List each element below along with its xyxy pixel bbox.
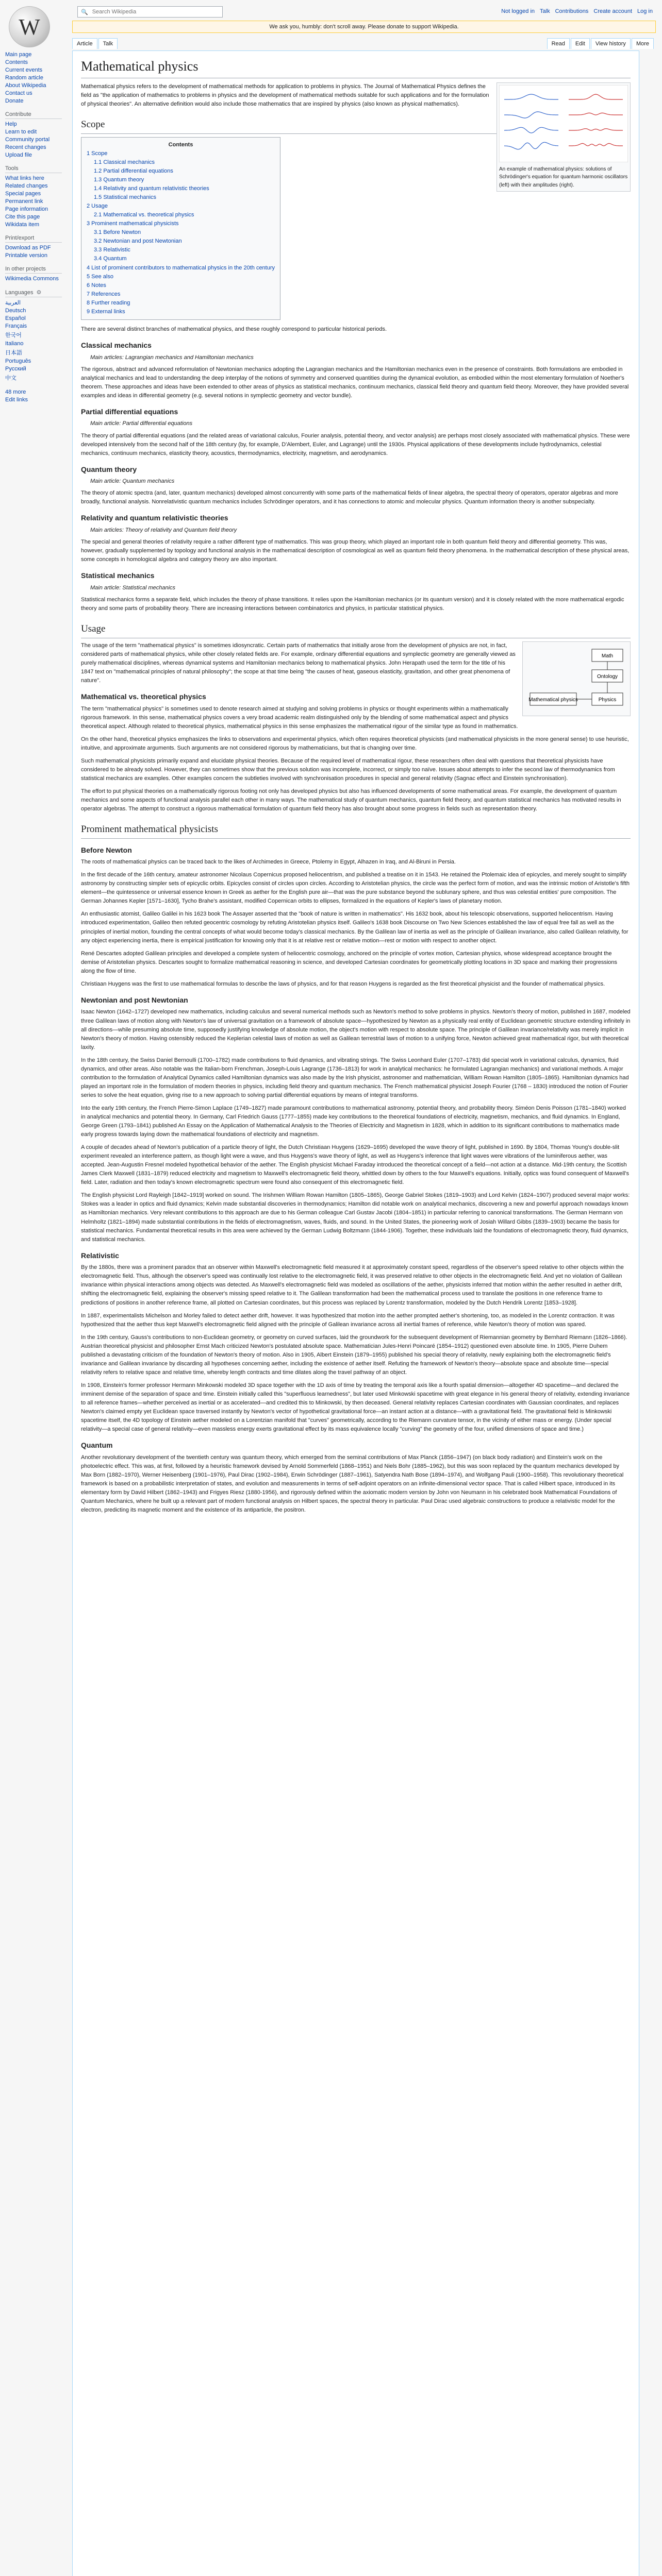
sidebar-item-current-events[interactable]: Current events (5, 67, 43, 73)
sidebar-print (0, 245, 67, 259)
toc-item[interactable]: 5 See also (87, 273, 113, 280)
sidebar-item-download-as-pdf[interactable]: Download as PDF (5, 245, 51, 251)
toc-item[interactable]: 3.3 Relativistic (94, 247, 130, 253)
sidebar-other-heading: In other projects (5, 266, 62, 274)
language-link-2[interactable]: Español (5, 315, 26, 321)
sidebar-item-wikidata-item[interactable]: Wikidata item (5, 222, 40, 228)
hatnote: Main article: Quantum mechanics (90, 478, 175, 485)
paragraph: Another revolutionary development of the twentieth century was quantum theory, which emerged from the seminal contributions of Max Planck (1856–1947) (on black body radiation) and Einstein's work on the photoelectric effect. This was, at first, followed by a heuristic framework devised by Arnold Sommerfeld (1868–1951) and Niels Bohr (1885–1962), but this was soon replaced by the quantum mechanics developed by Max Born (1882–1970), Werner Heisenberg (1901–1976), Paul Dirac (1902–1984), Erwin Schrödinger (1887–1961), Satyendra Nath Bose (1894–1974), and Wolfgang Pauli (1900–1958). This revolutionary theoretical framework is based on a probabilistic interpretation of states, and evolution and measurements in terms of self-adjoint operators on an infinite-dimensional vector space. That is called Hilbert space, introduced in its elementary form by David Hilbert (1862–1943) and Frigyes Riesz (1880-1956), and rigorously defined within the axiomatic modern version by John von Neumann in his celebrated book Mathematical Foundations of Quantum Mechanics, where he built up a relevant part of modern functional analysis on Hilbert spaces, the spectral theory in particular. Paul Dirac used algebraic constructions to produce a relativistic model for the electron, predicting its magnetic moment and the existence of its antiparticle, the positron. (81, 1454, 624, 1514)
paragraph: Such mathematical physicists primarily expand and elucidate physical theories. Because of the required level of mathematical rigour, these researchers often deal with questions that theoretical physicists have considered to be already solved. However, they can sometimes show that the previous solution was incomplete, incorrect, or simply too naïve. Issues about attempts to infer the second law of thermodynamics from statistical mechanics are examples. Other examples concern the subtleties involved with synchronisation procedures in special and general relativity (Sagnac effect and Einstein synchronisation). (81, 757, 615, 782)
paragraph: By the 1880s, there was a prominent paradox that an observer within Maxwell's electromagnetic field measured it at approximately constant speed, regardless of the observer's speed relative to other objects within the electromagnetic field. Thus, although the observer's speed was continually lost relative to the electromagnetic field, it was preserved relative to other objects in the electromagnetic field. And yet no violation of Galilean invariance within physical interactions among objects was detected. As Maxwell's electromagnetic field was modeled as oscillations of the aether, physicists inferred that motion within the aether resulted in aether drift, shifting the electromagnetic field, explaining the observer's missing speed relative to it. The Galilean transformation had been the mathematical process used to translate the positions in one reference frame to predictions of positions in another reference frame, all plotted on Cartesian coordinates, but this process was replaced by Lorentz transformation, modeled by the Dutch Hendrik Lorentz [1853–1928]. (81, 1264, 624, 1306)
gear-icon[interactable]: ⚙ (36, 290, 42, 296)
toc-item[interactable]: 7 References (87, 291, 121, 297)
language-link-0[interactable]: العربية (5, 300, 21, 306)
paragraph: Statistical mechanics forms a separate field, which includes the theory of phase transitions. It relies upon the Hamiltonian mechanics (or its quantum version) and it is closely related with the more mathematical ergodic theory and some parts of probability theory. There are increasing interactions between combinatorics and physics, in particular statistical physics. (81, 597, 624, 612)
section-heading-usage: Usage (81, 621, 631, 638)
toc-item[interactable]: 9 External links (87, 308, 125, 315)
donation-banner[interactable]: We ask you, humbly: don't scroll away. Please donate to support Wikipedia. (72, 21, 656, 33)
tab-more[interactable]: More (632, 38, 654, 49)
edit-links-link[interactable]: Edit links (5, 397, 28, 403)
language-link-6[interactable]: 日本語 (5, 350, 22, 356)
top-bar (72, 6, 662, 18)
language-link-3[interactable]: Français (5, 323, 27, 329)
sidebar-item-about-wikipedia[interactable]: About Wikipedia (5, 82, 46, 89)
sidebar-tools-heading: Tools (5, 165, 62, 173)
sidebar-item-permanent-link[interactable]: Permanent link (5, 198, 43, 205)
sidebar-item-random-article[interactable]: Random article (5, 75, 43, 81)
language-link-9[interactable]: 中文 (5, 375, 16, 381)
paragraph: In 1887, experimentalists Michelson and Morley failed to detect aether drift, however. It was hypothesized that motion into the aether prompted aether's shortening, too, as modeled in the Lorentz contraction. It was hypothesized that the aether thus kept Maxwell's electromagnetic field aligned with the principle of Galilean invariance across all inertial frames of reference, while Newton's theory of motion was spared. (81, 1312, 615, 1328)
hatnote: Main articles: Lagrangian mechanics and Hamiltonian mechanics (90, 354, 254, 361)
user-link-not-logged-in[interactable]: Not logged in (501, 8, 535, 14)
diagram-label-physics: Physics (598, 697, 617, 703)
paragraph: Christiaan Huygens was the first to use mathematical formulas to describe the laws of physics, and for that reason Huygens is regarded as the first theoretical physicist and the founder of mathematical physics. (81, 980, 605, 987)
section-heading-relativity-and-quantum-relativistic-theories: Relativity and quantum relativistic theories (81, 514, 228, 522)
section-heading-statistical-mechanics: Statistical mechanics (81, 571, 155, 580)
paragraph: The theory of atomic spectra (and, later, quantum mechanics) developed almost concurrently with some parts of the mathematical fields of linear algebra, the spectral theory of operators, operator algebras and more broadly, functional analysis. Nonrelativistic quantum mechanics includes Schrödinger operators, and it has connections to atomic and molecular physics. Quantum information theory is another subspecialty. (81, 490, 618, 505)
toc-title: Contents (168, 141, 193, 148)
sidebar-item-recent-changes[interactable]: Recent changes (5, 144, 46, 150)
section-heading-prominent-mathematical-physicists: Prominent mathematical physicists (81, 822, 631, 838)
article-content (72, 50, 639, 2576)
sidebar-tools (0, 175, 67, 228)
paragraph: The usage of the term "mathematical physics" is sometimes idiosyncratic. Certain parts of mathematics that initially arose from the development of physics are not, in fact, considered parts of mathematical physics, while other closely related fields are. For example, ordinary differential equations and symplectic geometry are generally viewed as purely mathematical disciplines, whereas dynamical systems and Hamiltonian mechanics belong to mathematical physics. John Herapath used the term for the title of his 1847 text on "mathematical principles of natural philosophy"; the scope at that time being "the causes of heat, gaseous elasticity, gravitation, and other great phenomena of nature". (81, 642, 516, 684)
paragraph: There are several distinct branches of mathematical physics, and these roughly correspond to particular historical periods. (81, 326, 387, 332)
sidebar-item-page-information[interactable]: Page information (5, 206, 48, 212)
hatnote: Main article: Statistical mechanics (90, 585, 176, 591)
sidebar-item-contents[interactable]: Contents (5, 59, 28, 65)
diagram-label-ontology: Ontology (597, 673, 618, 680)
toc-item[interactable]: 1 Scope (87, 150, 108, 157)
paragraph: The theory of partial differential equations (and the related areas of variational calculus, Fourier analysis, potential theory, and vector analysis) are perhaps most closely associated with mathematical physics. These were developed intensively from the second half of the 18th century (by, for example, D'Alembert, Euler, and Lagrange) until the 1930s. Physical applications of these developments include hydrodynamics, celestial mechanics, continuum mechanics, elasticity theory, acoustics, thermodynamics, electricity, magnetism, and aerodynamics. (81, 432, 630, 456)
sidebar-nav (0, 52, 67, 104)
toc-item[interactable]: 3.1 Before Newton (94, 229, 141, 236)
sidebar-item-help[interactable]: Help (5, 121, 17, 127)
more-languages-link[interactable]: 48 more (5, 389, 26, 395)
toc-item[interactable]: 3 Prominent mathematical physicists (87, 221, 179, 227)
tab-article[interactable]: Article (72, 38, 97, 49)
paragraph: René Descartes adopted Galilean principles and developed a complete system of heliocentric cosmology, anchored on the principle of vortex motion, Cartesian physics, whose widespread acceptance brought the demise of Aristotelian physics. Descartes sought to formalize mathematical reasoning in science, and developed Cartesian coordinates for geometrically plotting locations in 3D space and marking their progressions along the flow of time. (81, 950, 618, 974)
language-link-1[interactable]: Deutsch (5, 308, 26, 314)
usage-diagram-svg (525, 644, 628, 711)
user-link-contributions[interactable]: Contributions (555, 8, 589, 14)
user-link-talk[interactable]: Talk (540, 8, 550, 14)
section-heading-scope: Scope (81, 117, 631, 133)
section-heading-partial-differential-equations: Partial differential equations (81, 407, 178, 416)
toc-item[interactable]: 4 List of prominent contributors to mathematical physics in the 20th century (87, 264, 275, 271)
wikipedia-logo[interactable] (6, 4, 53, 50)
tab-edit[interactable]: Edit (571, 38, 590, 49)
languages-heading-label: Languages (5, 290, 34, 296)
user-links (496, 8, 653, 14)
paragraph: In the 19th century, Gauss's contributions to non-Euclidean geometry, or geometry on curved surfaces, laid the groundwork for the subsequent development of Riemannian geometry by Bernhard Riemann (1826–1866). Austrian theoretical physicist and philosopher Ernst Mach criticized Newton's postulated absolute space. Mathematician Jules-Henri Poincaré (1854–1912) questioned even absolute time. In 1905, Pierre Duhem published a devastating criticism of the foundation of Newton's theory of motion. Also in 1905, Albert Einstein (1879–1955) published his special theory of relativity, newly explaining both the electromagnetic field's invariance and Galilean invariance by discarding all hypotheses concerning aether, including the existence of aether itself. Refuting the framework of Newton's theory—absolute space and absolute time—special relativity refers to relative space and relative time, whereby length contracts and time dilates along the travel pathway of an object. (81, 1334, 627, 1376)
usage-diagram (522, 641, 631, 717)
search-input[interactable] (91, 8, 217, 15)
sidebar-print-heading: Print/export (5, 235, 62, 243)
page-title: Mathematical physics (81, 56, 631, 78)
table-of-contents (81, 137, 280, 320)
tab-read[interactable]: Read (547, 38, 570, 49)
sidebar-item-printable-version[interactable]: Printable version (5, 252, 47, 259)
diagram-label-mathematical-physics: Mathematical physics (528, 697, 578, 703)
figure-caption: An example of mathematical physics: solutions of Schrödinger's equation for quantum harmonic oscillators (left) with their amplitudes (right). (499, 166, 628, 188)
toc-item[interactable]: 1.3 Quantum theory (94, 177, 144, 183)
sidebar-other (0, 276, 67, 282)
hatnote: Main articles: Theory of relativity and Quantum field theory (90, 527, 237, 534)
sidebar-contribute-heading: Contribute (5, 111, 62, 119)
toc-item[interactable]: 6 Notes (87, 282, 106, 289)
sidebar-languages-heading (5, 289, 62, 297)
tab-talk[interactable]: Talk (98, 38, 118, 49)
paragraph: The effort to put physical theories on a mathematically rigorous footing not only has developed physics but also has influenced developments of some mathematical areas. For example, the development of quantum mechanics and some aspects of functional analysis parallel each other in many ways. The mathematical study of quantum mechanics, quantum field theory, and quantum statistical mechanics has motivated results in operator algebras. The attempt to construct a rigorous mathematical formulation of quantum field theory has also brought about some progress in fields such as representation theory. (81, 788, 621, 812)
sidebar-item-community-portal[interactable]: Community portal (5, 137, 50, 143)
paragraph: In the 18th century, the Swiss Daniel Bernoulli (1700–1782) made contributions to fluid dynamics, and vibrating strings. The Swiss Leonhard Euler (1707–1783) did special work in variational calculus, dynamics, fluid dynamics, and other areas. Also notable was the Italian-born Frenchman, Joseph-Louis Lagrange (1736–1813) for work in analytical mechanics: he formulated Lagrangian mechanics) and variational methods. A major contribution to the formulation of Analytical Dynamics called Hamiltonian dynamics was also made by the Irish physicist, astronomer and mathematician, William Rowan Hamilton (1805–1865). Hamiltonian dynamics had played an important role in the formulation of modern theories in physics, including field theory and quantum mechanics. The French mathematical physicist Joseph Fourier (1768 – 1830) introduced the notion of Fourier series to solve the heat equation, giving rise to a new approach to solving partial differential equations by means of integral transforms. (81, 1057, 629, 1098)
paragraph: The roots of mathematical physics can be traced back to the likes of Archimedes in Greece, Ptolemy in Egypt, Alhazen in Iraq, and Al-Biruni in Persia. (81, 859, 456, 866)
sidebar-contribute (0, 121, 67, 158)
sidebar-item-cite-this-page[interactable]: Cite this page (5, 214, 40, 220)
toc-item[interactable]: 3.4 Quantum (94, 256, 127, 262)
toc-item[interactable]: 3.2 Newtonian and post Newtonian (94, 238, 182, 245)
paragraph: The English physicist Lord Rayleigh [1842–1919] worked on sound. The Irishmen William Rowan Hamilton (1805–1865), George Gabriel Stokes (1819–1903) and Lord Kelvin (1824–1907) produced several major works: Stokes was a leader in optics and fluid dynamics; Kelvin made substantial discoveries in thermodynamics; Hamilton did notable work on analytical mechanics, discovering a new and powerful approach nowadays known as Hamiltonian mechanics. Very relevant contributions to this approach are due to his German colleague Carl Gustav Jacobi (1804–1851) in particular referring to canonical transformations. The German Hermann von Helmholtz (1821–1894) made substantial contributions in the fields of electromagnetism, waves, fluids, and sound. In the United States, the pioneering work of Josiah Willard Gibbs (1839–1903) became the basis for statistical mechanics. Fundamental theoretical results in this area were achieved by the German Ludwig Boltzmann (1844-1906). Together, these individuals laid the foundations of electromagnetic theory, fluid dynamics, and statistical mechanics. (81, 1192, 630, 1243)
sidebar-languages (0, 299, 67, 382)
harmonic-oscillator-figure (499, 85, 628, 162)
diagram-label-math: Math (601, 653, 614, 659)
toc-item[interactable]: 1.5 Statistical mechanics (94, 194, 157, 201)
section-heading-before-newton: Before Newton (81, 845, 132, 854)
sidebar-item-main-page[interactable]: Main page (5, 52, 32, 58)
toc-item[interactable]: 1.2 Partial differential equations (94, 168, 173, 175)
paragraph: An enthusiastic atomist, Galileo Galilei in his 1623 book The Assayer asserted that the "book of nature is written in mathematics". His 1632 book, about his telescopic observations, supported heliocentrism. Having introduced experimentation, Galileo then refuted geocentric cosmology by refuting Aristotelian physics itself. Galileo's 1638 book Discourse on Two New Sciences established the law of equal free fall as well as the principles of inertial motion, founding the central concepts of what would become today's classical mechanics. By the Galilean law of inertia as well as the principle of Galilean invariance, also called Galilean relativity, for any object experiencing inertia, there is empirical justification for knowing only that it is at relative rest or relative motion—rest or motion with respect to another object. (81, 911, 628, 944)
sidebar-item-donate[interactable]: Donate (5, 98, 24, 104)
toc-item[interactable]: 1.4 Relativity and quantum relativistic theories (94, 185, 209, 192)
page-tabs (72, 38, 655, 50)
language-link-7[interactable]: Português (5, 358, 31, 364)
paragraph: A couple of decades ahead of Newton's publication of a particle theory of light, the Dutch Christiaan Huygens (1629–1695) developed the wave theory of light, published in 1690. By 1804, Thomas Young's double-slit experiment revealed an interference pattern, as though light were a wave, and thus Huygens's wave theory of light, as well as Huygens's inference that light waves were vibrations of the luminiferous aether, was accepted. Jean-Augustin Fresnel modeled hypothetical behavior of the aether. The English physicist Michael Faraday introduced the theoretical concept of a field—not action at a distance. Mid-19th century, the Scottish James Clerk Maxwell (1831–1879) reduced electricity and magnetism to Maxwell's electromagnetic field theory, whittled down by others to the four Maxwell's equations. Initially, optics was found consequent of Maxwell's field. Later, radiation and then today's known electromagnetic spectrum were found also consequent of this electromagnetic field. (81, 1144, 630, 1186)
toc-item[interactable]: 2 Usage (87, 203, 108, 210)
hatnote: Main article: Partial differential equations (90, 420, 193, 427)
section-heading-classical-mechanics: Classical mechanics (81, 341, 152, 349)
globe-icon: W (9, 6, 50, 47)
paragraph: On the other hand, theoretical physics emphasizes the links to observations and experimental physics, which often requires theoretical physicists (and mathematical physicists in the more general sense) to use heuristic, intuitive, and approximate arguments. Such arguments are not considered rigorous by mathematicians, but that is changing over time. (81, 736, 629, 751)
section-heading-newtonian-and-post-newtonian: Newtonian and post Newtonian (81, 995, 188, 1004)
language-link-4[interactable]: 한국어 (5, 332, 22, 338)
lead-paragraph: Mathematical physics refers to the development of mathematical methods for application to problems in physics. The Journal of Mathematical Physics defines the field as "the application of mathematics to problems in physics and the development of mathematical methods suitable for such applications and for the formulation of physical theories". An alternative definition would also include those mathematics that are inspired by physics (also known as physical mathematics). (81, 83, 489, 108)
sidebar-item-wikimedia-commons[interactable]: Wikimedia Commons (5, 276, 59, 282)
paragraph: The special and general theories of relativity require a rather different type of mathematics. This was group theory, which played an important role in both quantum field theory and differential geometry. This was, however, gradually supplemented by topology and functional analysis in the mathematical description of cosmological as well as quantum field theory phenomena. In the mathematical description of these physical areas, some concepts in homological algebra and category theory are also important. (81, 539, 630, 563)
lead-figure (496, 82, 631, 192)
section-heading-mathematical-vs-theoretical-physics: Mathematical vs. theoretical physics (81, 692, 206, 701)
section-heading-quantum-theory: Quantum theory (81, 465, 137, 473)
paragraph: Isaac Newton (1642–1727) developed new mathematics, including calculus and several numerical methods such as Newton's method to solve problems in physics. Newton's theory of motion, published in 1687, modeled three Galilean laws of motion along with Newton's law of universal gravitation on a framework of absolute space—hypothesized by Newton as a physically real entity of Euclidean geometric structure extending infinitely in all directions—while presuming absolute time, supposedly justifying knowledge of absolute motion, the object's motion with respect to absolute space. The principle of Galilean invariance/relativity was merely implicit in Newton's theory of motion. Having ostensibly reduced the Keplerian celestial laws of motion as well as Galilean terrestrial laws of motion to a unifying force, Newton achieved great mathematical rigor, but with theoretical laxity. (81, 1009, 631, 1050)
search-icon[interactable]: 🔍 (81, 9, 88, 15)
section-heading-relativistic: Relativistic (81, 1251, 119, 1260)
paragraph: In 1908, Einstein's former professor Hermann Minkowski modeled 3D space together with the 1D axis of time by treating the temporal axis like a fourth spatial dimension—altogether 4D spacetime—and declared the imminent demise of the separation of space and time. Einstein initially called this "superfluous learnedness", but later used Minkowski spacetime with great elegance in his general theory of relativity, extending invariance to all reference frames—whether perceived as inertial or as accelerated—and credited this to Minkowski, by then deceased. General relativity replaces Cartesian coordinates with Gaussian coordinates, and replaces Newton's claimed empty yet Euclidean space traversed instantly by Newton's vector of hypothetical gravitational force—an instant action at a distance—with a gravitational field. The gravitational field is Minkowski spacetime itself, the 4D topology of Einstein aether modeled on a Lorentzian manifold that "curves" geometrically, according to the Riemann curvature tensor, in the vicinity of either mass or energy. (Under special relativity—a special case of general relativity—even massless energy exerts gravitational effect by its mass equivalence locally "curving" the geometry of the four, unified dimensions of space and time.) (81, 1382, 630, 1433)
sidebar-item-learn-to-edit[interactable]: Learn to edit (5, 129, 37, 135)
toc-item[interactable]: 1.1 Classical mechanics (94, 159, 155, 165)
user-link-log-in[interactable]: Log in (637, 8, 653, 14)
sidebar (0, 52, 67, 410)
paragraph: The term "mathematical physics" is sometimes used to denote research aimed at studying and solving problems in physics or thought experiments within a mathematically rigorous framework. In this sense, mathematical physics covers a very broad academic realm distinguished only by the blending of some mathematical aspect and physics theoretical aspect. Although related to theoretical physics, mathematical physics in this sense emphasizes the mathematical rigour of the similar type as found in mathematics. (81, 705, 518, 730)
sidebar-item-upload-file[interactable]: Upload file (5, 152, 32, 158)
language-link-5[interactable]: Italiano (5, 341, 24, 347)
sidebar-item-what-links-here[interactable]: What links here (5, 175, 44, 181)
sidebar-item-contact-us[interactable]: Contact us (5, 90, 32, 96)
paragraph: Into the early 19th century, the French Pierre-Simon Laplace (1749–1827) made paramount contributions to mathematical astronomy, potential theory, and probability theory. Siméon Denis Poisson (1781–1840) worked in analytical mechanics and potential theory. In Germany, Carl Friedrich Gauss (1777–1855) made key contributions to the theoretical foundations of electricity, magnetism, mechanics, and fluid dynamics. In England, George Green (1793–1841) published An Essay on the Application of Mathematical Analysis to the Theories of Electricity and Magnetism in 1828, which in addition to its significant contributions to mathematics made early progress towards laying down the mathematical foundations of electricity and magnetism. (81, 1105, 626, 1138)
search-box[interactable] (77, 6, 223, 18)
language-link-8[interactable]: Русский (5, 366, 26, 372)
user-link-create-account[interactable]: Create account (593, 8, 633, 14)
paragraph: In the first decade of the 16th century, amateur astronomer Nicolaus Copernicus proposed heliocentrism, and published a treatise on it in 1543. He retained the Ptolemaic idea of epicycles, and merely sought to simplify astronomy by constructing simpler sets of epicyclic orbits. Epicycles consist of circles upon circles. According to Aristotelian physics, the circle was the perfect form of motion, and was the intrinsic motion of Aristotle's fifth element—the quintessence or universal essence known in Greek as aether for the English pure air—that was the pure substance beyond the sublunary sphere, and thus was celestial entities' pure composition. The German Johannes Kepler [1571–1630], Tycho Brahe's assistant, modified Copernican orbits to ellipses, formalized in the equations of Kepler's laws of planetary motion. (81, 872, 630, 905)
tab-view-history[interactable]: View history (591, 38, 631, 49)
toc-item[interactable]: 8 Further reading (87, 299, 130, 306)
paragraph: The rigorous, abstract and advanced reformulation of Newtonian mechanics adopting the Lagrangian mechanics and the Hamiltonian mechanics even in the presence of constraints. Both formulations are embodied in analytical mechanics and lead to understanding the deep interplay of the notions of symmetry and conserved quantities during the dynamical evolution, as embodied within the most elementary formulation of Noether's theorem. These approaches and ideas have been extended to other areas of physics as statistical mechanics, continuum mechanics, classical field theory and quantum field theory. Moreover, they have provided several examples and ideas in differential geometry (e.g. several notions in symplectic geometry and vector bundle). (81, 366, 629, 399)
sidebar-item-special-pages[interactable]: Special pages (5, 191, 41, 197)
section-heading-quantum: Quantum (81, 1441, 113, 1450)
sidebar-item-related-changes[interactable]: Related changes (5, 183, 48, 189)
toc-item[interactable]: 2.1 Mathematical vs. theoretical physics (94, 212, 194, 218)
